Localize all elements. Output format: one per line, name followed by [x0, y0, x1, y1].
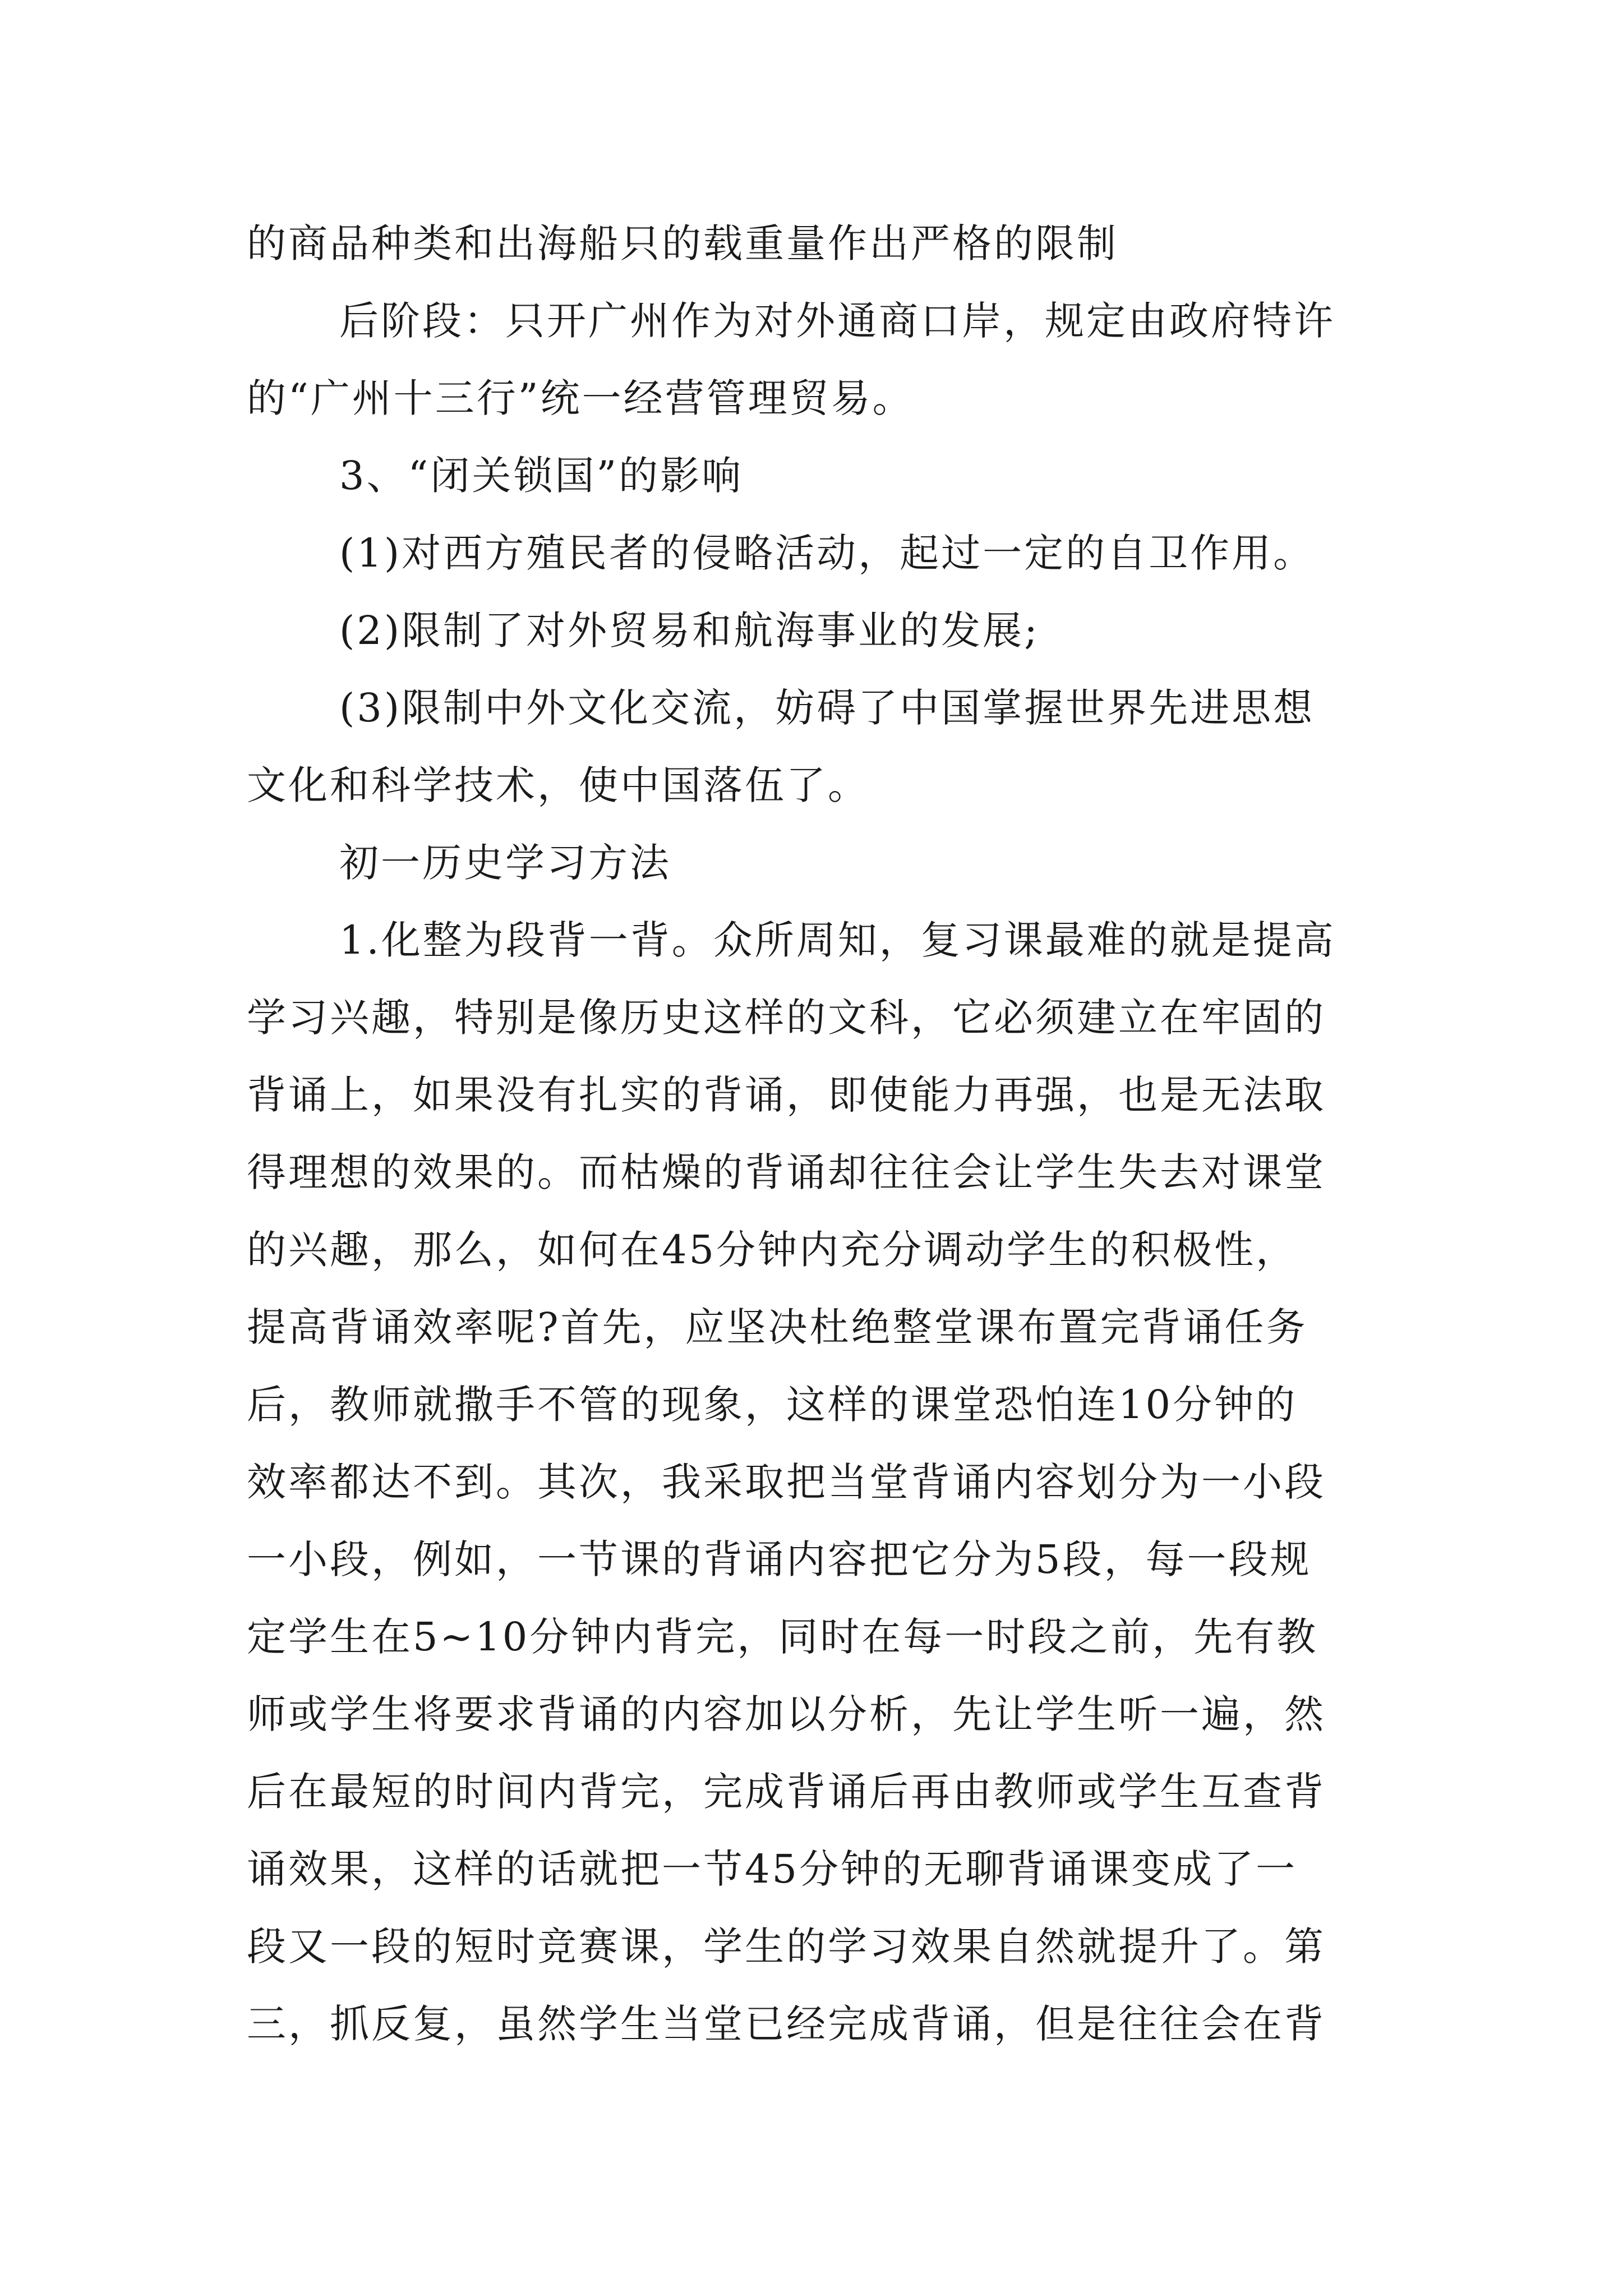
text-line: 提高背诵效率呢?首先，应坚决杜绝整堂课布置完背诵任务: [247, 1304, 1308, 1350]
list-item: (1)对西方殖民者的侵略活动，起过一定的自卫作用。: [339, 530, 1315, 576]
text-line: 效率都达不到。其次，我采取把当堂背诵内容划分为一小段: [247, 1459, 1326, 1505]
section-heading: 初一历史学习方法: [339, 840, 671, 886]
list-item: (2)限制了对外贸易和航海事业的发展;: [339, 608, 1040, 654]
text-line: 段又一段的短时竞赛课，学生的学习效果自然就提升了。第: [247, 1924, 1326, 1970]
section-heading: 3、“闭关锁国”的影响: [339, 453, 744, 499]
list-item: (3)限制中外文化交流，妨碍了中国掌握世界先进思想: [339, 685, 1315, 731]
text-line: 一小段，例如，一节课的背诵内容把它分为5段，每一段规: [247, 1536, 1312, 1582]
text-line: 三，抓反复，虽然学生当堂已经完成背诵，但是往往会在背: [247, 2001, 1326, 2047]
text-line: 学习兴趣，特别是像历史这样的文科，它必须建立在牢固的: [247, 995, 1326, 1041]
text-line: 文化和科学技术，使中国落伍了。: [247, 762, 869, 808]
text-line: 的兴趣，那么，如何在45分钟内充分调动学生的积极性，: [247, 1227, 1298, 1273]
text-line: 背诵上，如果没有扎实的背诵，即使能力再强，也是无法取: [247, 1072, 1326, 1118]
text-line: 师或学生将要求背诵的内容加以分析，先让学生听一遍，然: [247, 1691, 1326, 1737]
text-line: 后，教师就撒手不管的现象，这样的课堂恐怕连10分钟的: [247, 1382, 1298, 1428]
text-line: 诵效果，这样的话就把一节45分钟的无聊背诵课变成了一: [247, 1846, 1298, 1892]
text-line: 得理想的效果的。而枯燥的背诵却往往会让学生失去对课堂: [247, 1149, 1326, 1195]
text-line: 1.化整为段背一背。众所周知，复习课最难的就是提高: [339, 917, 1336, 963]
text-line: 定学生在5~10分钟内背完，同时在每一时段之前，先有教: [247, 1614, 1318, 1660]
text-line: 后在最短的时间内背完，完成背诵后再由教师或学生互查背: [247, 1769, 1326, 1815]
text-line: 的商品种类和出海船只的载重量作出严格的限制: [247, 220, 1118, 266]
text-line: 后阶段：只开广州作为对外通商口岸，规定由政府特许: [339, 298, 1335, 344]
text-line: 的“广州十三行”统一经营管理贸易。: [247, 375, 914, 421]
